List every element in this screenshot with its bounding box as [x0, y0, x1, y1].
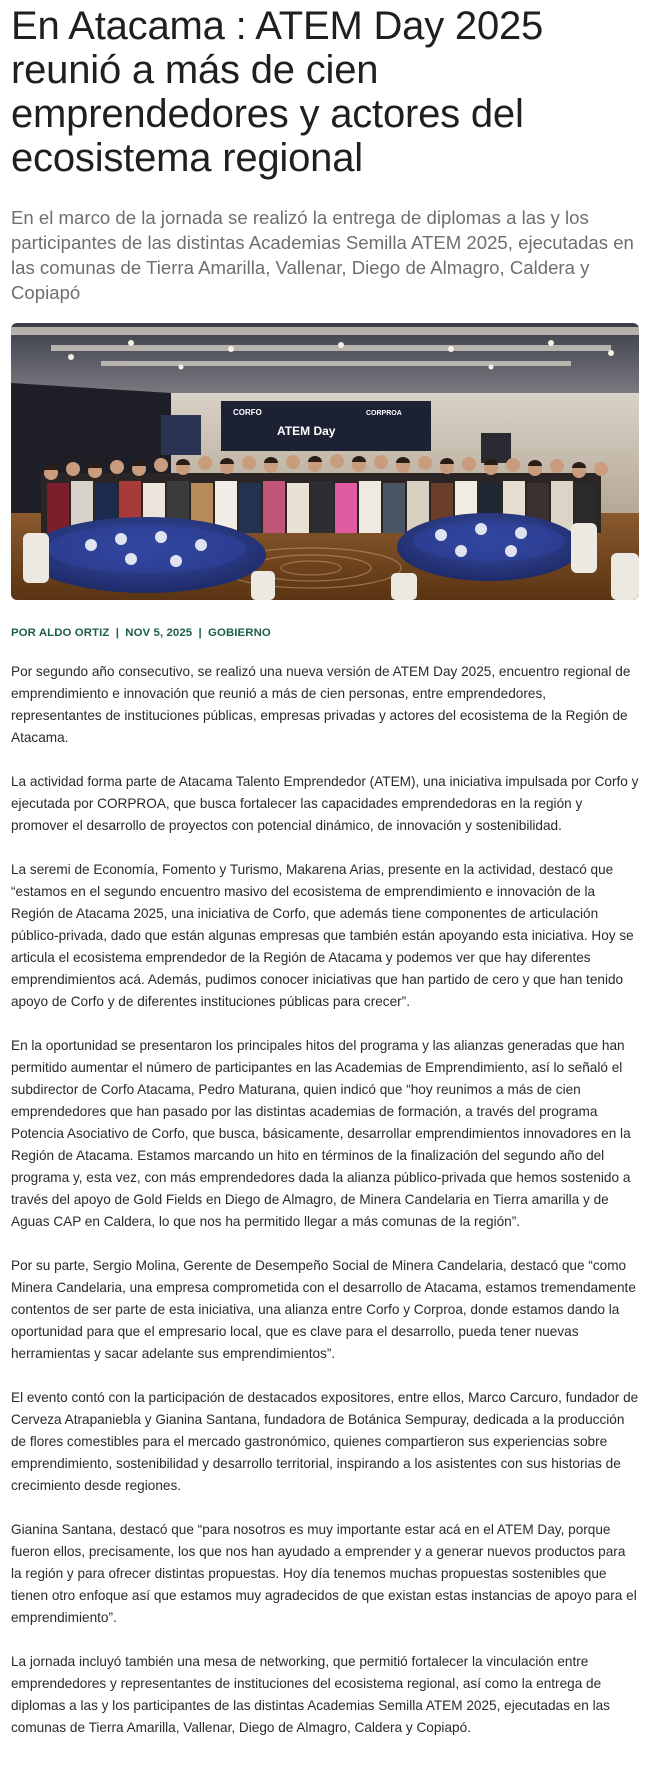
byline-category[interactable]: GOBIERNO: [208, 627, 271, 639]
article-subtitle: En el marco de la jornada se realizó la entrega de diplomas a las y los participantes de las distintas Academias Semilla ATEM 2025, ejecutadas en las comunas de Tierra Amarilla, Vallenar, Diego de Almagro, Caldera y Copiapó: [11, 207, 634, 303]
byline: [11, 627, 639, 639]
hero-photo: [11, 323, 639, 600]
body-paragraph: El evento contó con la participación de destacados expositores, entre ellos, Marco Carcuro, fundador de Cerveza Atrapaniebla y Gianina Santana, fundadora de Botánica Sempuray, dedicada a la producción de flores comestibles para el mercado gastronómico, quienes compartieron sus experiencias sobre emprendimiento, sostenibilidad y desarrollo territorial, inspirando a los asistentes con sus historias de crecimiento desde regiones.: [11, 1390, 639, 1493]
body-paragraph: Por su parte, Sergio Molina, Gerente de Desempeño Social de Minera Candelaria, destacó que “como Minera Candelaria, una empresa comprometida con el desarrollo de Atacama, estamos tremendamente contentos de ser parte de esta iniciativa, una alianza entre Corfo y Corproa, donde estamos dando la oportunidad para que el empresario local, que es clave para el desarrollo, pueda tener nuevas herramientas y sacar adelante sus emprendimientos”.: [11, 1258, 636, 1361]
body-paragraph: La jornada incluyó también una mesa de networking, que permitió fortalecer la vinculación entre emprendedores y representantes de instituciones del ecosistema regional, así como la entrega de diplomas a las y los participantes de las distintas Academias Semilla ATEM 2025, ejecutadas en las comunas de Tierra Amarilla, Vallenar, Diego de Almagro, Caldera y Copiapó.: [11, 1654, 610, 1735]
body-paragraph: Gianina Santana, destacó que “para nosotros es muy importante estar acá en el ATEM Day, porque fueron ellos, precisamente, los que nos han ayudado a emprender y a generar nuevos productos para la región y para ofrecer distintas propuestas. Hoy día tenemos muchas propuestas sostenibles que tienen otro enfoque así que estamos muy agradecidos de que existan estas instancias de apoyo para el emprendimiento”.: [11, 1522, 637, 1625]
banner-corfo-text: CORFO: [233, 408, 262, 417]
article-title: En Atacama : ATEM Day 2025 reunió a más de cien emprendedores y actores del ecosistema regional: [11, 4, 544, 180]
byline-separator: |: [115, 627, 119, 639]
body-paragraph: La seremi de Economía, Fomento y Turismo, Makarena Arias, presente en la actividad, destacó que “estamos en el segundo encuentro masivo del ecosistema de emprendimiento e innovación de la Región de Atacama 2025, una iniciativa de Corfo, que además tiene componentes de articulación público-privada, dado que están algunas empresas que también están apoyando esta iniciativa. Hoy se articula el ecosistema emprendedor de la Región de Atacama y podemos ver que hay diferentes emprendimientos acá. Además, pudimos conocer iniciativas que han partido de cero y que han tenido apoyo de Corfo y de diferentes instituciones públicas para crecer”.: [11, 862, 634, 1009]
byline-separator: |: [198, 627, 202, 639]
byline-author[interactable]: POR ALDO ORTIZ: [11, 627, 110, 639]
banner-corproa-text: CORPROA: [366, 410, 402, 417]
body-paragraph: Por segundo año consecutivo, se realizó una nueva versión de ATEM Day 2025, encuentro regional de emprendimiento e innovación que reunió a más de cien personas, entre emprendedores, representantes de instituciones públicas, empresas privadas y actores del ecosistema de la Región de Atacama.: [11, 664, 631, 745]
body-paragraph: En la oportunidad se presentaron los principales hitos del programa y las alianzas generadas que han permitido aumentar el número de participantes en las Academias de Emprendimiento, así lo señaló el subdirector de Corfo Atacama, Pedro Maturana, quien indicó que “hoy reunimos a más de cien emprendedores que han pasado por las distintas academias de formación, a través del programa Potencia Asociativo de Corfo, que busca, básicamente, desarrollar emprendimientos innovadores en la Región de Atacama. Estamos marcando un hito en términos de la finalización del segundo año del programa y, esta vez, con más emprendedores dada la alianza público-privada que hemos sostenido a través del apoyo de Gold Fields en Diego de Almagro, de Minera Candelaria en Tierra amarilla y de Aguas CAP en Caldera, lo que nos ha permitido llegar a más comunas de la región”.: [11, 1038, 631, 1229]
banner-atem-text: ATEM Day: [277, 424, 336, 438]
byline-date: NOV 5, 2025: [125, 627, 193, 639]
article-body: [11, 661, 639, 1739]
body-paragraph: La actividad forma parte de Atacama Talento Emprendedor (ATEM), una iniciativa impulsada por Corfo y ejecutada por CORPROA, que busca fortalecer las capacidades emprendedoras en la región y promover el desarrollo de proyectos con potencial dinámico, de innovación y sostenibilidad.: [11, 774, 639, 833]
